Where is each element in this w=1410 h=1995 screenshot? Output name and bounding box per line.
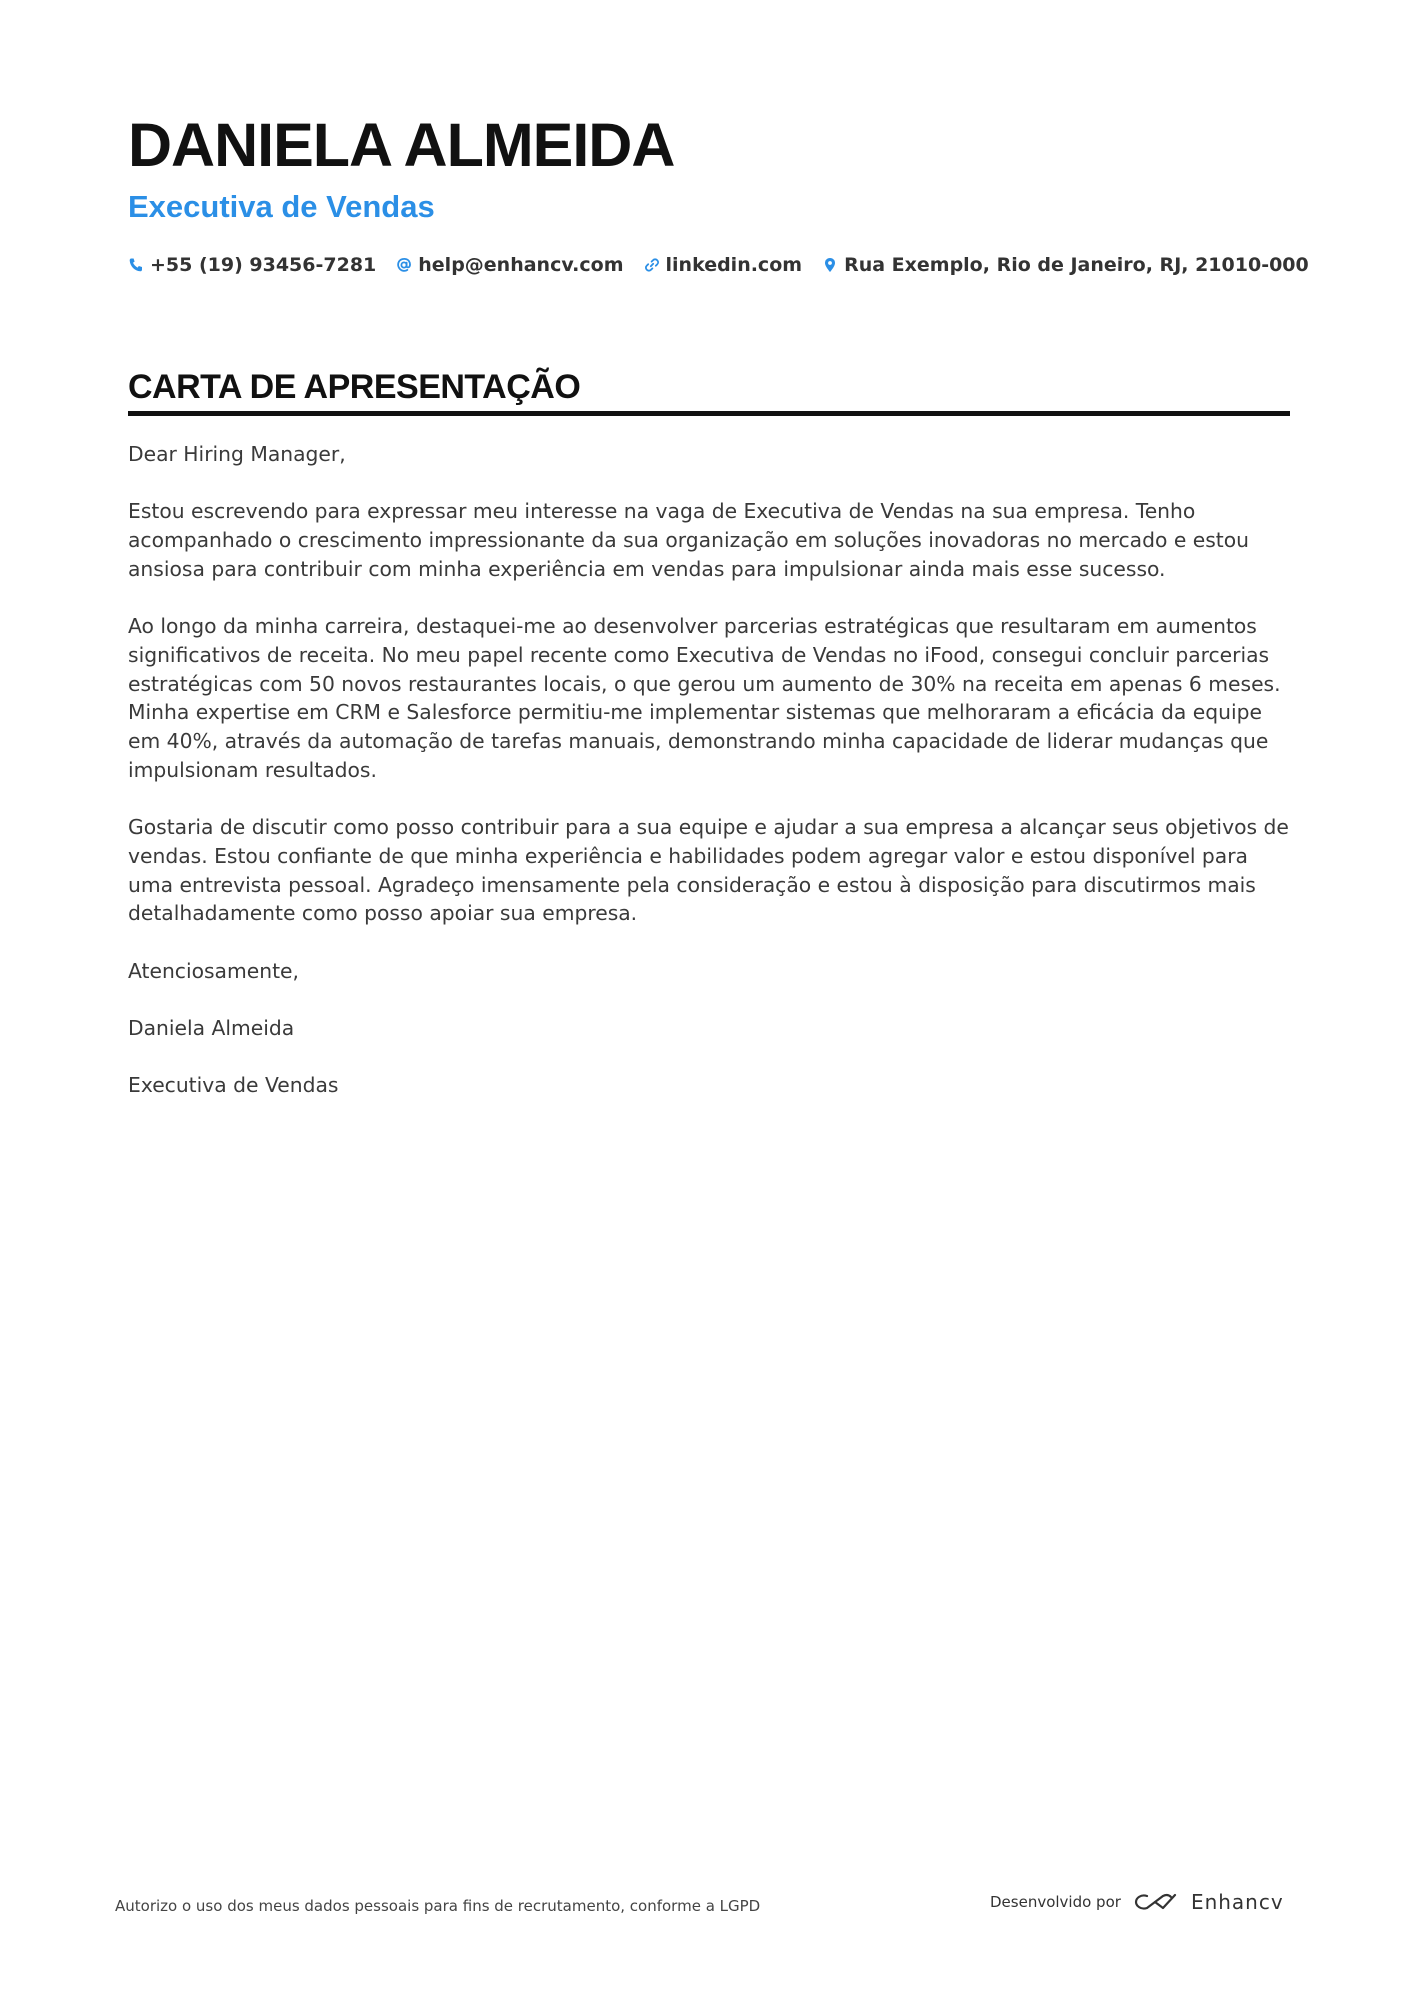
phone-icon [128, 257, 144, 273]
contact-email[interactable] [396, 254, 623, 276]
contact-phone[interactable] [128, 254, 376, 276]
candidate-role: Executiva de Vendas [128, 189, 435, 224]
section-divider [128, 411, 1290, 416]
consent-note: Autorizo o uso dos meus dados pessoais para fins de recrutamento, conforme a LGPD [115, 1897, 761, 1915]
signature-name: Daniela Almeida [128, 1015, 295, 1040]
contact-linkedin[interactable] [644, 254, 803, 276]
powered-by[interactable] [990, 1890, 1284, 1914]
signature-role: Executiva de Vendas [128, 1073, 339, 1098]
at-icon [396, 257, 412, 273]
contact-info [128, 254, 1309, 276]
contact-email-text: help@enhancv.com [418, 254, 624, 276]
letter-paragraph: Gostaria de discutir como posso contribuir para a sua equipe e ajudar a sua empresa a alcançar seus objetivos de vendas. Estou confiante de que minha experiência e habilidades podem agregar valor e estou disponível para uma entrevista pessoal. Agradeço imensamente pela consideração e estou à disposição para discutirmos mais detalhadamente como posso apoiar sua empresa. [128, 815, 1289, 926]
letter-closing: Atenciosamente, [128, 958, 299, 983]
brand-name: Enhancv [1190, 1890, 1284, 1914]
letter-body [128, 440, 1290, 1129]
letter-paragraph: Estou escrevendo para expressar meu interesse na vaga de Executiva de Vendas na sua empresa. Tenho acompanhado o crescimento impressionante da sua organização em soluções inovadoras no mercado e estou ansiosa para contribuir com minha experiência em vendas para impulsionar ainda mais esse sucesso. [128, 499, 1250, 581]
candidate-name: DANIELA ALMEIDA [128, 111, 675, 179]
contact-address-text: Rua Exemplo, Rio de Janeiro, RJ, 21010-000 [844, 254, 1309, 276]
link-icon [644, 257, 660, 273]
contact-address [822, 254, 1309, 276]
letter-greeting: Dear Hiring Manager, [128, 442, 346, 466]
section-title: CARTA DE APRESENTAÇÃO [128, 368, 581, 406]
powered-by-label: Desenvolvido por [990, 1893, 1121, 1911]
letter-paragraph: Ao longo da minha carreira, destaquei-me ao desenvolver parcerias estratégicas que resultaram em aumentos significativos de receita. No meu papel recente como Executiva de Vendas no iFood, consegui concluir parcerias estratégicas com 50 novos restaurantes locais, o que gerou um aumento de 30% na receita em apenas 6 meses. Minha expertise em CRM e Salesforce permitiu-me implementar sistemas que melhoraram a eficácia da equipe em 40%, através da automação de tarefas manuais, demonstrando minha capacidade de liderar mudanças que impulsionam resultados. [128, 614, 1281, 782]
contact-linkedin-text: linkedin.com [665, 254, 803, 276]
enhancv-logo-icon [1133, 1890, 1179, 1914]
contact-phone-text: +55 (19) 93456-7281 [150, 254, 377, 276]
location-pin-icon [822, 257, 838, 273]
